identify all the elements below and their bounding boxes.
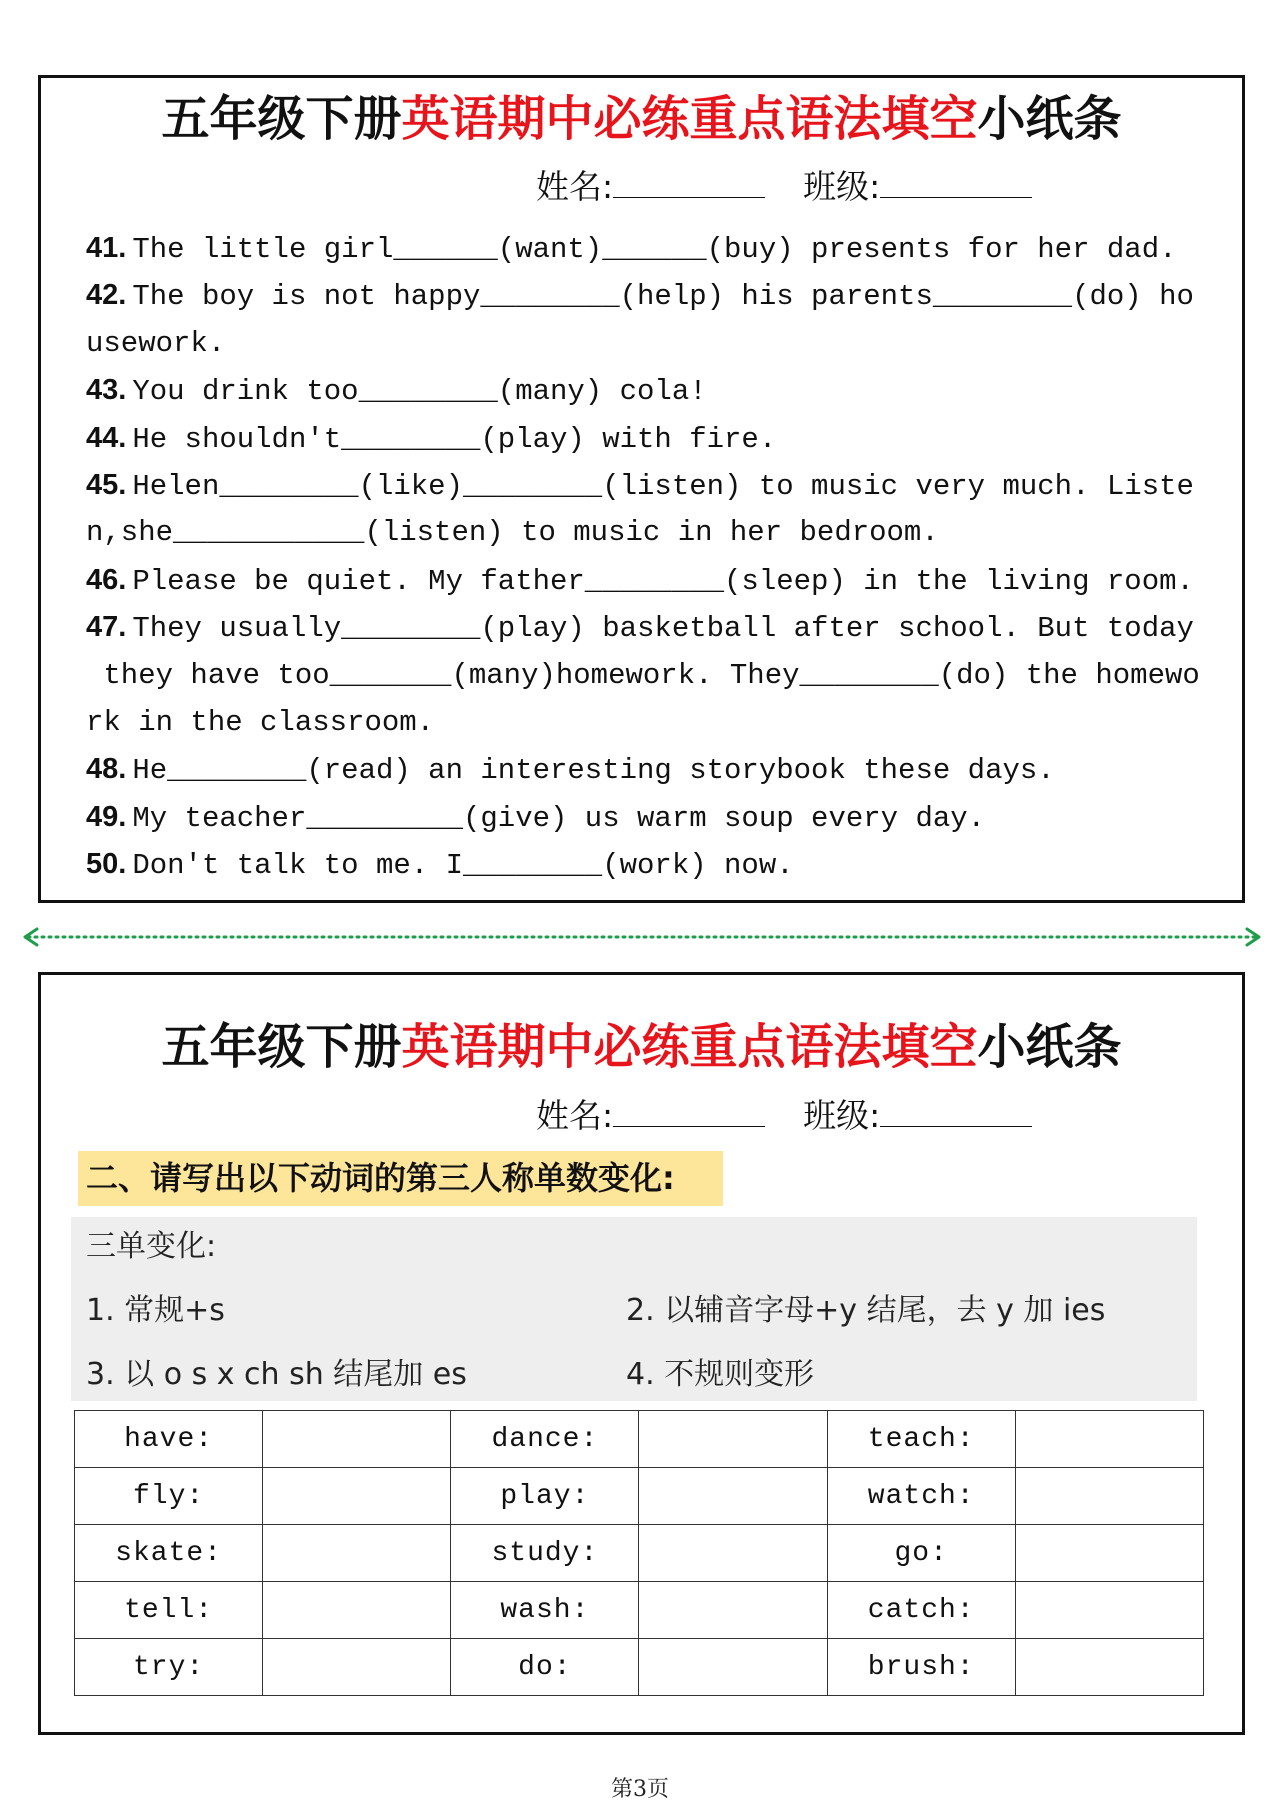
verb-cell: study: [451, 1525, 639, 1582]
exercise-text: Please be quiet. My father________(sleep) in the living room. [132, 564, 1194, 598]
exercise-49 [86, 794, 1200, 841]
dotted-double-arrow-icon [20, 925, 1264, 949]
exercise-number: 48. [86, 753, 127, 786]
name-label: 姓名: [536, 167, 614, 206]
rule-item: 2. 以辅音字母+y 结尾，去 y 加 ies [626, 1293, 1106, 1328]
exercise-text: He shouldn't________(play) with fire. [132, 422, 777, 456]
table-row [75, 1582, 1204, 1639]
class-label: 班级: [803, 1096, 881, 1135]
exercise-text: The boy is not happy________(help) his parents________(do) ho [132, 280, 1194, 314]
answer-cell [639, 1411, 827, 1468]
rule-item: 1. 常规+s [86, 1293, 225, 1328]
exercise-line [86, 604, 1200, 651]
exercise-number: 45. [86, 468, 127, 501]
exercise-text: The little girl______(want)______(buy) presents for her dad. [132, 233, 1177, 266]
verb-cell: wash: [451, 1582, 639, 1639]
exercise-text: They usually________(play) basketball after school. But today [132, 612, 1194, 646]
title-suffix: 小纸条 [977, 91, 1122, 147]
exercise-50 [86, 841, 1200, 888]
name-blank [613, 173, 765, 198]
exercise-text: You drink too________(many) cola! [132, 375, 707, 409]
exercise-line [86, 225, 1200, 272]
class-blank [880, 1102, 1032, 1127]
verb-cell: fly: [75, 1468, 263, 1525]
table-row [75, 1411, 1204, 1468]
exercise-text: He________(read) an interesting storybook these days. [132, 754, 1055, 788]
exercise-text: My teacher_________(give) us warm soup every day. [132, 801, 986, 835]
exercise-number: 49. [86, 800, 127, 833]
exercise-number: 46. [86, 563, 127, 596]
exercise-text: Helen________(like)________(listen) to music very much. Liste [132, 469, 1194, 503]
name-blank [613, 1102, 765, 1127]
title-prefix: 五年级下册 [161, 91, 402, 147]
section-heading: 二、请写出以下动词的第三人称单数变化: [78, 1151, 723, 1206]
answer-cell [263, 1639, 451, 1696]
card-title [41, 1019, 1242, 1075]
answer-cell [639, 1525, 827, 1582]
verb-cell: teach: [827, 1411, 1015, 1468]
exercise-line [86, 794, 1200, 841]
exercise-line [86, 557, 1200, 604]
exercise-line-continued: n,she___________(listen) to music in her bedroom. [86, 516, 939, 550]
answer-cell [1015, 1411, 1203, 1468]
rule-item: 4. 不规则变形 [626, 1357, 815, 1392]
verb-cell: try: [75, 1639, 263, 1696]
verb-form-card [38, 972, 1245, 1735]
answer-cell [263, 1468, 451, 1525]
exercise-number: 41. [86, 232, 127, 264]
rules-title: 三单变化: [86, 1229, 217, 1264]
exercise-47 [86, 604, 1200, 746]
exercise-text: Don't talk to me. I________(work) now. [132, 849, 794, 883]
verb-table [74, 1410, 1204, 1696]
table-row [75, 1525, 1204, 1582]
answer-cell [263, 1525, 451, 1582]
exercise-41 [86, 225, 1200, 272]
exercise-line [86, 841, 1200, 888]
rules-box [71, 1217, 1197, 1401]
exercise-line [86, 415, 1200, 462]
verb-cell: watch: [827, 1468, 1015, 1525]
exercise-42 [86, 272, 1200, 367]
title-highlight: 英语期中必练重点语法填空 [401, 1019, 978, 1075]
exercise-line-continued: they have too_______(many)homework. They________(do) the homewo [86, 658, 1200, 692]
exercise-line [86, 462, 1200, 509]
table-row [75, 1468, 1204, 1525]
verb-cell: brush: [827, 1639, 1015, 1696]
answer-cell [639, 1468, 827, 1525]
title-highlight: 英语期中必练重点语法填空 [401, 91, 978, 147]
exercise-43 [86, 367, 1200, 414]
verb-cell: go: [827, 1525, 1015, 1582]
exercise-number: 43. [86, 374, 127, 407]
exercise-line-continued: usework. [86, 326, 226, 360]
answer-cell [263, 1582, 451, 1639]
page-number: 第3页 [611, 1777, 669, 1802]
answer-cell [1015, 1582, 1203, 1639]
title-suffix: 小纸条 [977, 1019, 1122, 1075]
verb-cell: skate: [75, 1525, 263, 1582]
exercise-number: 47. [86, 611, 127, 644]
answer-cell [1015, 1525, 1203, 1582]
class-label: 班级: [803, 167, 881, 206]
name-class-row [536, 167, 1032, 207]
exercise-list [86, 225, 1200, 888]
exercise-line [86, 272, 1200, 319]
verb-cell: dance: [451, 1411, 639, 1468]
verb-cell: catch: [827, 1582, 1015, 1639]
exercise-48 [86, 746, 1200, 793]
answer-cell [639, 1639, 827, 1696]
name-label: 姓名: [536, 1096, 614, 1135]
class-blank [880, 173, 1032, 198]
verb-cell: tell: [75, 1582, 263, 1639]
verb-cell: have: [75, 1411, 263, 1468]
exercise-44 [86, 415, 1200, 462]
card-title [41, 91, 1242, 147]
answer-cell [639, 1582, 827, 1639]
exercise-number: 50. [86, 848, 127, 881]
table-row [75, 1639, 1204, 1696]
answer-cell [1015, 1639, 1203, 1696]
answer-cell [263, 1411, 451, 1468]
grammar-exercise-card [38, 75, 1245, 903]
exercise-number: 44. [86, 421, 127, 454]
exercise-number: 42. [86, 279, 127, 312]
exercise-46 [86, 557, 1200, 604]
name-class-row [536, 1096, 1032, 1136]
title-prefix: 五年级下册 [161, 1019, 402, 1075]
verb-cell: do: [451, 1639, 639, 1696]
verb-cell: play: [451, 1468, 639, 1525]
answer-cell [1015, 1468, 1203, 1525]
exercise-line [86, 367, 1200, 414]
rule-item: 3. 以 o s x ch sh 结尾加 es [86, 1357, 467, 1392]
exercise-45 [86, 462, 1200, 557]
exercise-line [86, 746, 1200, 793]
exercise-line-continued: rk in the classroom. [86, 705, 435, 739]
